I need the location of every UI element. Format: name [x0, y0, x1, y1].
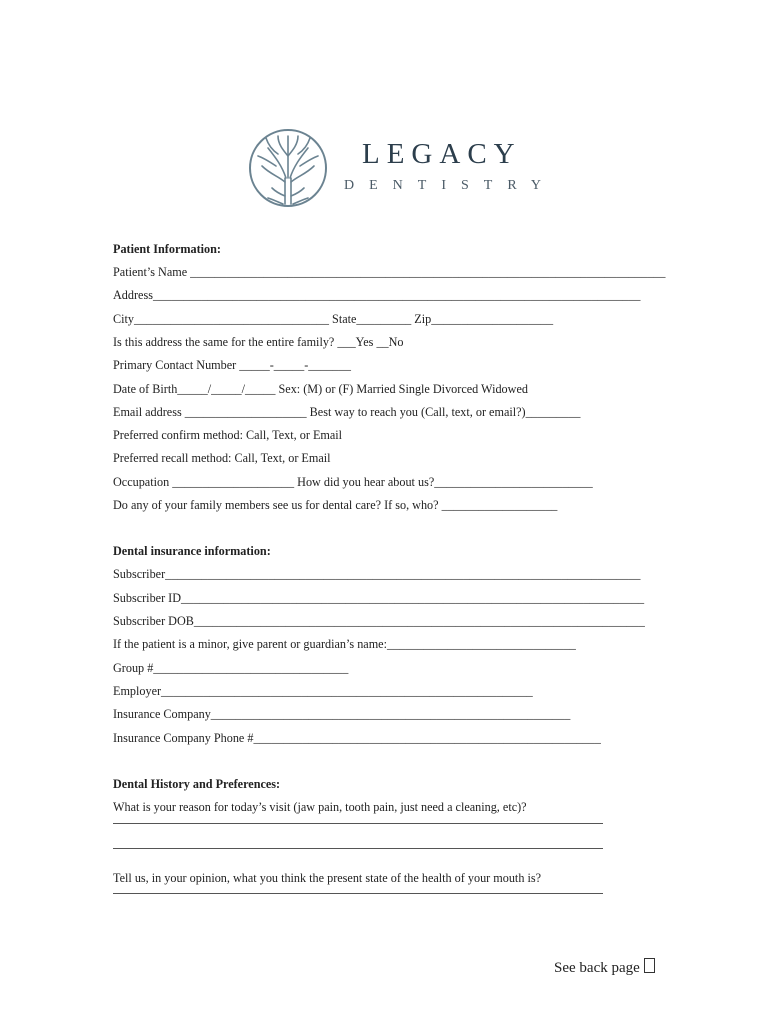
visit-reason-answer-line-1[interactable] — [113, 823, 603, 824]
mouth-health-answer-line[interactable] — [113, 893, 603, 894]
email-field[interactable]: Email address ____________________ Best way to reach you (Call, text, or email?)_________ — [113, 405, 581, 419]
insurance-company-field[interactable]: Insurance Company___________________________________________________________ — [113, 707, 571, 721]
insurance-phone-field[interactable]: Insurance Company Phone #_________________________________________________________ — [113, 731, 601, 745]
section-heading-history: Dental History and Preferences: — [113, 777, 281, 791]
mouth-health-question: Tell us, in your opinion, what you think the present state of the health of your mouth is? — [113, 871, 542, 885]
see-back-page-note — [554, 958, 655, 977]
visit-reason-question: What is your reason for today’s visit (jaw pain, tooth pain, just need a cleaning, etc)? — [113, 800, 527, 814]
subscriber-id-field[interactable]: Subscriber ID____________________________________________________________________________ — [113, 591, 645, 605]
recall-method-field[interactable]: Preferred recall method: Call, Text, or Email — [113, 451, 331, 465]
section-heading-insurance: Dental insurance information: — [113, 544, 271, 558]
same-address-question[interactable]: Is this address the same for the entire family? ___Yes __No — [113, 335, 404, 349]
see-back-text: See back page — [554, 960, 640, 976]
tree-icon — [248, 126, 328, 210]
address-field[interactable]: Address________________________________________________________________________________ — [113, 288, 641, 302]
city-state-zip-field[interactable]: City________________________________ State_________ Zip____________________ — [113, 312, 554, 326]
primary-contact-field[interactable]: Primary Contact Number _____-_____-_______ — [113, 358, 351, 372]
group-number-field[interactable]: Group #________________________________ — [113, 661, 349, 675]
logo-subtitle: DENTISTRY — [344, 178, 556, 193]
next-page-icon — [644, 958, 655, 973]
patient-name-field[interactable]: Patient’s Name ______________________________________________________________________________ — [113, 265, 666, 279]
occupation-field[interactable]: Occupation ____________________ How did you hear about us?__________________________ — [113, 475, 593, 489]
visit-reason-answer-line-2[interactable] — [113, 848, 603, 849]
confirm-method-field[interactable]: Preferred confirm method: Call, Text, or Email — [113, 428, 343, 442]
logo-wordmark: LEGACY — [362, 138, 522, 170]
subscriber-dob-field[interactable]: Subscriber DOB__________________________________________________________________________ — [113, 614, 645, 628]
employer-field[interactable]: Employer_____________________________________________________________ — [113, 684, 533, 698]
dob-sex-marital-field[interactable]: Date of Birth_____/_____/_____ Sex: (M) or (F) Married Single Divorced Widowed — [113, 382, 528, 396]
guardian-name-field[interactable]: If the patient is a minor, give parent or guardian’s name:_______________________________ — [113, 637, 576, 651]
family-members-field[interactable]: Do any of your family members see us for dental care? If so, who? ___________________ — [113, 498, 558, 512]
subscriber-field[interactable]: Subscriber______________________________________________________________________________ — [113, 567, 641, 581]
legacy-dentistry-logo — [248, 126, 556, 210]
section-heading-patient: Patient Information: — [113, 242, 221, 256]
